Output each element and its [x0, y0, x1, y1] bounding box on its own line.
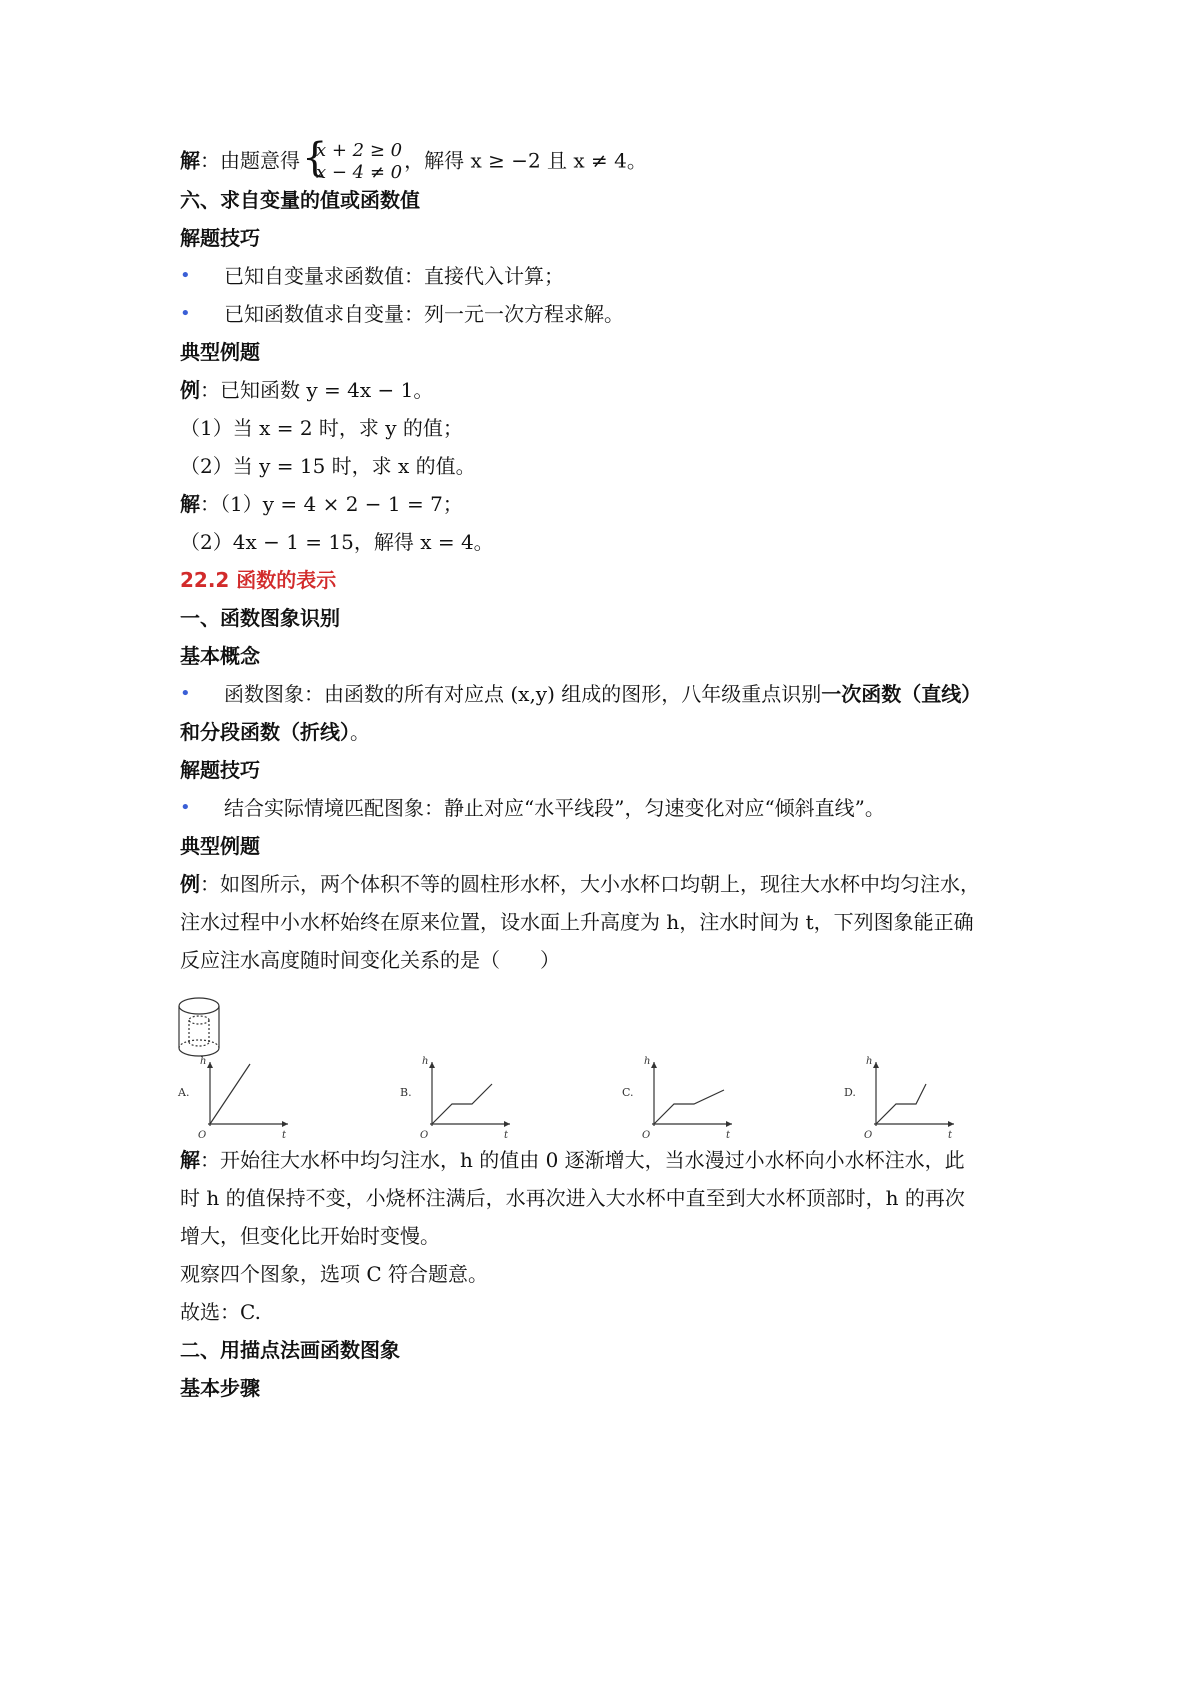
y-axis-arrow-icon — [651, 1062, 657, 1068]
x-axis-label: t — [948, 1130, 953, 1141]
graph-curve — [876, 1084, 926, 1124]
x-axis-label: t — [504, 1130, 509, 1141]
origin-label: O — [864, 1130, 873, 1141]
x-axis-arrow-icon — [726, 1121, 732, 1127]
bullet-icon: • — [180, 683, 191, 704]
example-line: 反应注水高度随时间变化关系的是（ ） — [180, 948, 560, 972]
y-axis-label: h — [200, 1056, 207, 1067]
example-line: 注水过程中小水杯始终在原来位置，设水面上升高度为 h，注水时间为 t，下列图象能正确 — [180, 910, 974, 934]
y-axis-label: h — [422, 1056, 429, 1067]
subheading-concept: 基本概念 — [180, 644, 260, 668]
bullet-icon: • — [180, 797, 191, 818]
observation-line: 观察四个图象，选项 C 符合题意。 — [180, 1262, 489, 1286]
graph-option-c — [622, 1056, 732, 1141]
subheading-tips: 解题技巧 — [180, 758, 260, 782]
section-heading: 六、求自变量的值或函数值 — [180, 188, 420, 212]
question-1: （1）当 x = 2 时，求 y 的值； — [180, 416, 463, 440]
option-label: B. — [400, 1086, 412, 1099]
example-figure — [170, 984, 1020, 1144]
subheading-example: 典型例题 — [180, 834, 260, 858]
solution-2: （2）4x − 1 = 15，解得 x = 4。 — [180, 530, 494, 554]
solution-line: 解：开始往大水杯中均匀注水，h 的值由 0 逐渐增大，当水漫过小水杯向小水杯注水，此 — [180, 1148, 965, 1172]
x-axis-arrow-icon — [282, 1121, 288, 1127]
origin-label: O — [198, 1130, 207, 1141]
bullet-icon: • — [180, 265, 191, 286]
equation-system: { x + 2 ≥ 0 x − 4 ≠ 0 — [302, 135, 403, 183]
answer-line: 故选：C. — [180, 1300, 261, 1324]
concept-continuation: 和分段函数（折线）。 — [180, 720, 370, 744]
x-axis-arrow-icon — [504, 1121, 510, 1127]
graph-option-b — [400, 1056, 510, 1141]
origin-label: O — [420, 1130, 429, 1141]
graph-curve — [654, 1090, 724, 1124]
option-label: D. — [844, 1086, 856, 1099]
x-axis-arrow-icon — [948, 1121, 954, 1127]
solution-line: 增大，但变化比开始时变慢。 — [180, 1224, 440, 1248]
solution-line: 时 h 的值保持不变，小烧杯注满后，水再次进入大水杯中直至到大水杯顶部时，h 的再次 — [180, 1186, 965, 1210]
section-title: 22.2 函数的表示 — [180, 568, 337, 592]
y-axis-label: h — [644, 1056, 651, 1067]
section-heading: 二、用描点法画函数图象 — [180, 1338, 400, 1362]
x-axis-label: t — [726, 1130, 731, 1141]
section-heading: 一、函数图象识别 — [180, 606, 340, 630]
solution-domain: 解：由题意得 { x + 2 ≥ 0 x − 4 ≠ 0 ，解得 x ≥ −2 且 x ≠ 4。 — [180, 135, 647, 183]
question-2: （2）当 y = 15 时，求 x 的值。 — [180, 454, 476, 478]
y-axis-arrow-icon — [873, 1062, 879, 1068]
graph-curve — [432, 1084, 492, 1124]
y-axis-arrow-icon — [429, 1062, 435, 1068]
subheading-example: 典型例题 — [180, 340, 260, 364]
option-label: A. — [178, 1086, 190, 1099]
example-line: 例：如图所示，两个体积不等的圆柱形水杯，大小水杯口均朝上，现往大水杯中均匀注水， — [180, 872, 980, 896]
graph-curve — [210, 1064, 250, 1124]
graph-option-d — [844, 1056, 954, 1141]
bullet-icon: • — [180, 303, 191, 324]
graph-option-a — [177, 1056, 288, 1141]
origin-label: O — [642, 1130, 651, 1141]
y-axis-arrow-icon — [207, 1062, 213, 1068]
solution-1: 解：（1）y = 4 × 2 − 1 = 7； — [180, 492, 463, 516]
y-axis-label: h — [866, 1056, 873, 1067]
subheading-tips: 解题技巧 — [180, 226, 260, 250]
option-label: C. — [622, 1086, 634, 1099]
x-axis-label: t — [282, 1130, 287, 1141]
example-statement: 例：已知函数 y = 4x − 1。 — [180, 378, 434, 402]
cylinder-cups-icon — [179, 998, 219, 1056]
subheading-steps: 基本步骤 — [180, 1376, 260, 1400]
